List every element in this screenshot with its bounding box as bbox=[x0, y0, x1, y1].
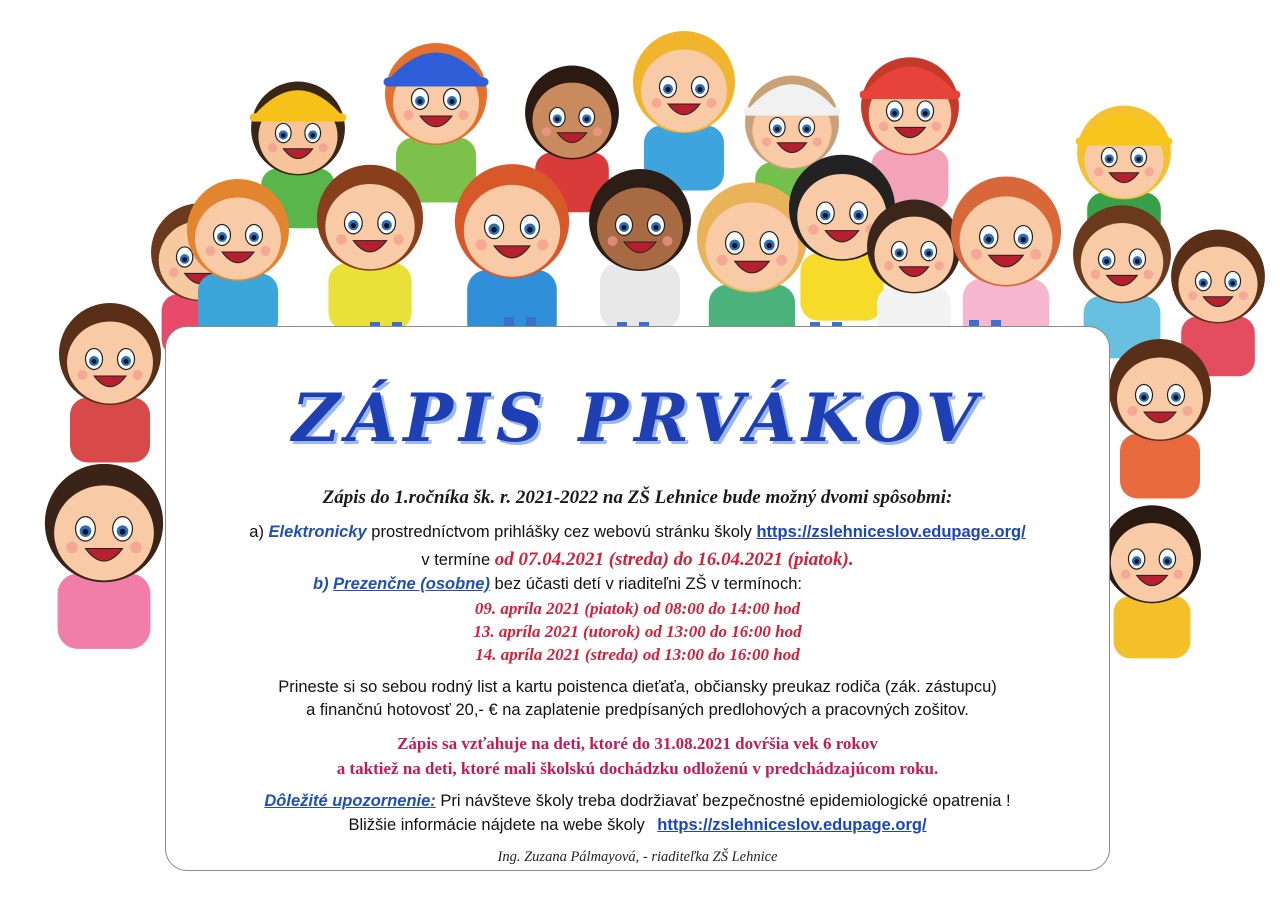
option-b-date-2: 13. apríla 2021 (utorok) od 13:00 do 16:00 hod bbox=[473, 622, 802, 641]
option-b-line bbox=[86, 575, 1029, 594]
page-title: ZÁPIS PRVÁKOV bbox=[291, 379, 984, 457]
option-b-date-1: 09. apríla 2021 (piatok) od 08:00 do 14:00 hod bbox=[474, 599, 801, 618]
option-b-text: bez účasti detí v riaditeľni ZŠ v termínoch: bbox=[494, 575, 802, 593]
option-a-term-end: . bbox=[848, 549, 854, 570]
intro-text: Zápis do 1.ročníka šk. r. 2021-2022 na ZŠ Lehnice bude možný dvomi spôsobmi: bbox=[322, 487, 953, 508]
more-info-text: Bližšie informácie nájdete na webe školy bbox=[348, 816, 645, 834]
option-b-date-3: 14. apríla 2021 (streda) od 13:00 do 16:00 hod bbox=[475, 645, 800, 664]
bring-line-2: a finančnú hotovosť 20,- € na zaplatenie predpísaných predlohových a pracovných zošitov. bbox=[306, 701, 969, 719]
important-line bbox=[166, 792, 1109, 811]
bring-line-1: Prineste si so sebou rodný list a kartu poistenca dieťaťa, občiansky preukaz rodiča (zák. zástupcu) bbox=[278, 678, 997, 696]
notice-board bbox=[165, 326, 1110, 871]
applies-line-1: Zápis sa vzťahuje na deti, ktoré do 31.08.2021 dovŕšia vek 6 rokov bbox=[397, 734, 878, 753]
signature: Ing. Zuzana Pálmayová, - riaditeľka ZŠ Lehnice bbox=[497, 849, 778, 865]
important-label: Dôležité upozornenie: bbox=[264, 792, 436, 810]
option-a-prefix: a) bbox=[249, 523, 264, 541]
option-a-term-dates: od 07.04.2021 (streda) do 16.04.2021 (piatok) bbox=[494, 549, 849, 570]
option-a-term-prefix: v termíne bbox=[421, 551, 491, 569]
important-text: Pri návšteve školy treba dodržiavať bezpečnostné epidemiologické opatrenia ! bbox=[440, 792, 1011, 810]
option-a-line bbox=[166, 523, 1109, 542]
option-a-term-line bbox=[166, 549, 1109, 571]
option-a-text: prostredníctvom prihlášky cez webovú stránku školy bbox=[371, 523, 752, 541]
applies-line-2: a taktiež na deti, ktoré mali školskú dochádzku odloženú v predchádzajúcom roku. bbox=[336, 759, 939, 778]
more-info-line bbox=[166, 816, 1109, 835]
option-a-label: Elektronicky bbox=[268, 523, 367, 541]
school-website-link-2[interactable]: https://zslehniceslov.edupage.org/ bbox=[657, 816, 927, 834]
option-b-label: Prezenčne (osobne) bbox=[333, 575, 490, 593]
school-website-link[interactable]: https://zslehniceslov.edupage.org/ bbox=[756, 523, 1026, 541]
option-b-prefix: b) bbox=[312, 575, 329, 593]
